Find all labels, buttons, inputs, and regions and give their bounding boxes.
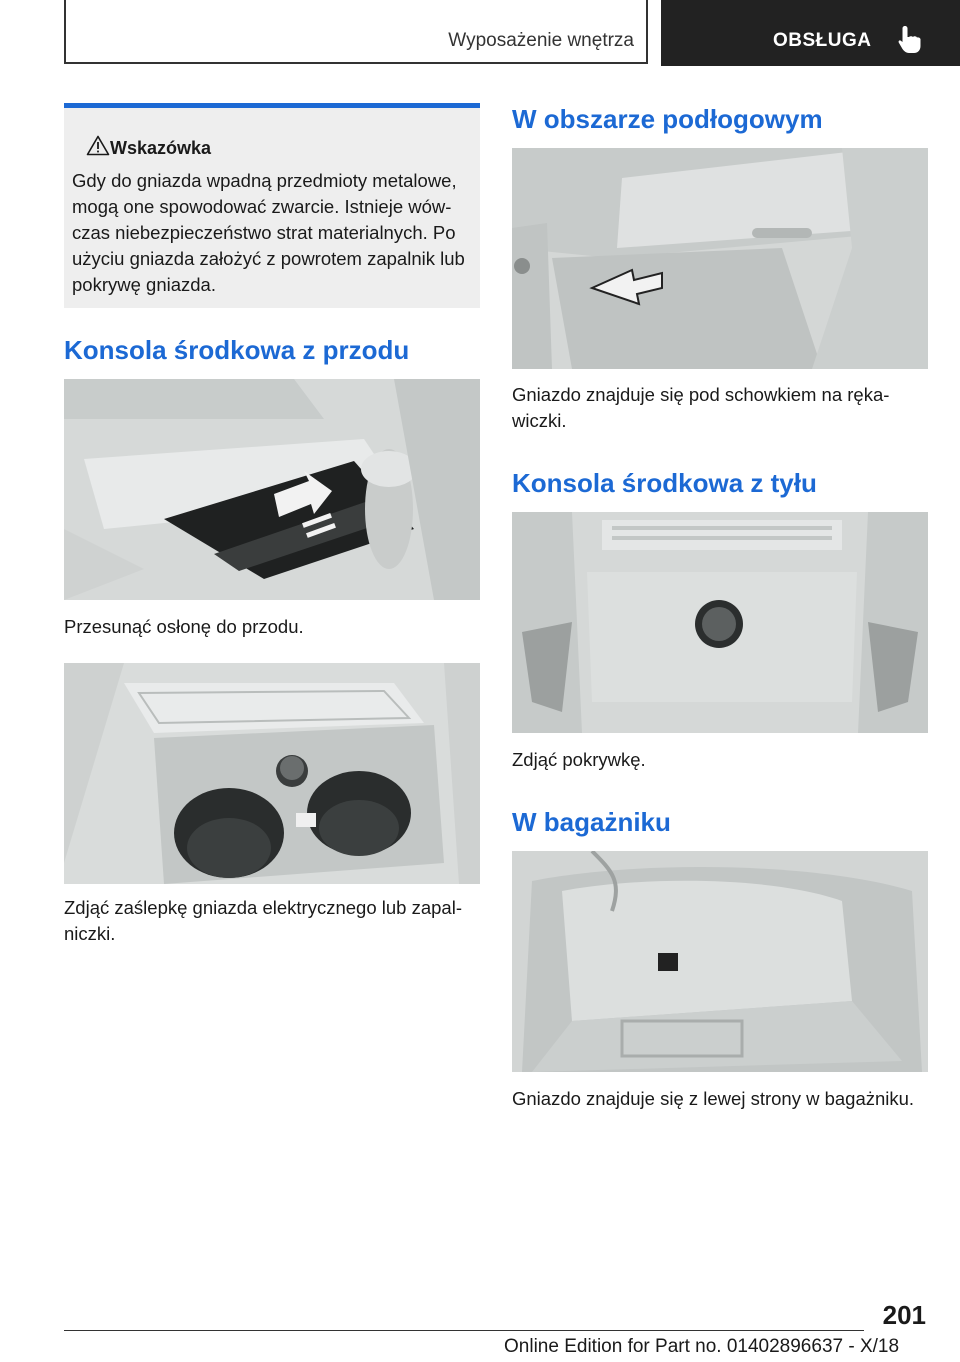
note-heading: Wskazówka [110, 138, 212, 158]
warning-triangle-icon [86, 135, 110, 156]
rear-console-caption: Zdjąć pokrywkę. [512, 749, 646, 770]
front-console-cover-illustration [64, 379, 480, 600]
footer-divider [64, 1330, 864, 1331]
page-number: 201 [882, 1300, 926, 1330]
trunk-socket-illustration [512, 851, 928, 1072]
note-body: Gdy do gniazda wpadną przedmioty metalowe, mogą one spowodować zwarcie. Istnieje wówczas niebezpieczeństwo strat materialnych. Po użyciu gniazda założyć z powrotem zapalnik lub pokrywę gniazda. [72, 170, 465, 295]
section-label: OBSŁUGA [773, 30, 872, 51]
floor-heading: W obszarze podłogowym [512, 104, 823, 134]
chapter-title: Wyposażenie wnętrza [448, 30, 634, 51]
floor-caption: Gniazdo znajduje się pod schowkiem na rękawiczki. [512, 384, 890, 431]
warning-note [64, 103, 480, 308]
hand-pointer-icon [897, 24, 923, 54]
header-chapter-box [64, 0, 648, 64]
rear-console-heading: Konsola środkowa z tyłu [512, 468, 817, 498]
trunk-heading: W bagażniku [512, 807, 671, 837]
edition-info: Online Edition for Part no. 01402896637 - X/18 [504, 1336, 900, 1357]
header-section-tab [661, 0, 960, 66]
front-console-caption-2: Zdjąć zaślepkę gniazda elektrycznego lub zapalniczki. [64, 897, 462, 944]
front-console-socket-illustration [64, 663, 480, 884]
trunk-caption: Gniazdo znajduje się z lewej strony w bagażniku. [512, 1088, 915, 1109]
front-console-heading: Konsola środkowa z przodu [64, 335, 410, 365]
floor-socket-illustration [512, 148, 928, 369]
front-console-caption-1: Przesunąć osłonę do przodu. [64, 616, 304, 637]
rear-console-socket-illustration [512, 512, 928, 733]
